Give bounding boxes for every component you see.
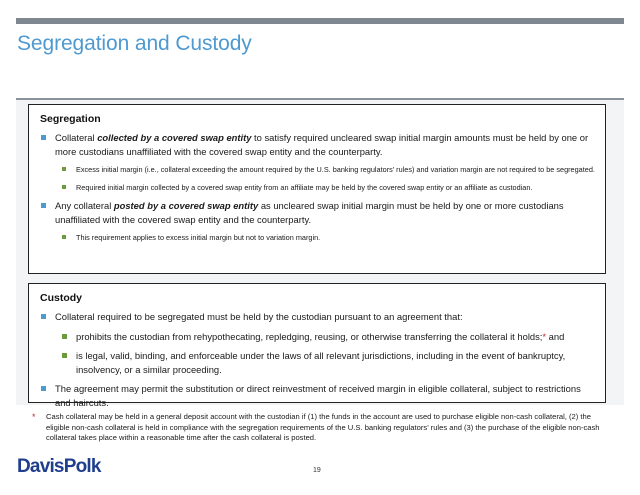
sub-bullet-marker [62,235,66,239]
bullet-marker [41,314,46,319]
custody-heading: Custody [40,292,82,304]
footnote-ref: * [542,330,547,342]
segregation-bullet-posted: Any collateral posted by a covered swap entity as uncleared swap initial margin must be held by one or more custodians unaffiliated with the covered swap entity and the counterparty. [40,199,595,226]
emphasis-collected: collected by a covered swap entity [97,132,252,143]
bullet-marker [41,135,46,140]
sub-bullet-marker [62,353,67,358]
segregation-sub-applies: This requirement applies to excess initial margin but not to variation margin. [40,232,595,244]
sub-bullet-marker [62,334,67,339]
custody-sub-legal: is legal, valid, binding, and enforceable under the laws of all relevant jurisdictions, including in the event of bankruptcy, insolvency, or a similar proceeding. [40,349,595,376]
segregation-sub-affiliate: Required initial margin collected by a covered swap entity from an affiliate may be held by the covered swap entity or an affiliate as custodian. [40,182,595,194]
page-number: 19 [313,467,321,474]
segregation-heading: Segregation [40,113,101,125]
custody-bullet-agreement: Collateral required to be segregated must be held by the custodian pursuant to an agreement that: [40,310,595,324]
segregation-bullet-collected: Collateral collected by a covered swap entity to satisfy required uncleared swap initial margin amounts must be held by one or more custodians unaffiliated with the covered swap entity and the counterparty. [40,131,595,158]
sub-bullet-marker [62,167,66,171]
footnote-marker: * [32,412,36,422]
custody-bullet-substitution: The agreement may permit the substitution or direct reinvestment of received margin in eligible collateral, subject to restrictions and haircuts. [40,382,595,409]
segregation-box [28,104,606,274]
footnote: * Cash collateral may be held in a general deposit account with the custodian if (1) the funds in the account are used to purchase eligible non-cash collateral, (2) the eligible non-cash collateral is held in compliance with the segregation requirements of the U.S. banking regulators’ rules and (3) the purchase of the eligible non-cash collateral takes place within a reasonable time after the cash collateral is posted. [32,412,600,442]
emphasis-posted: posted by a covered swap entity [113,200,259,211]
top-rule [16,18,624,24]
segregation-sub-excess: Excess initial margin (i.e., collateral exceeding the amount required by the U.S. banking regulators’ rules) and variation margin are not required to be segregated. [40,164,595,176]
custody-sub-prohibits: prohibits the custodian from rehypothecating, repledging, reusing, or otherwise transferring the collateral it holds;* and [40,330,595,344]
bullet-marker [41,386,46,391]
custody-box [28,283,606,408]
davis-polk-logo: DavisPolk [17,456,101,477]
bullet-marker [41,203,46,208]
page-title: Segregation and Custody [17,32,252,55]
sub-bullet-marker [62,185,66,189]
